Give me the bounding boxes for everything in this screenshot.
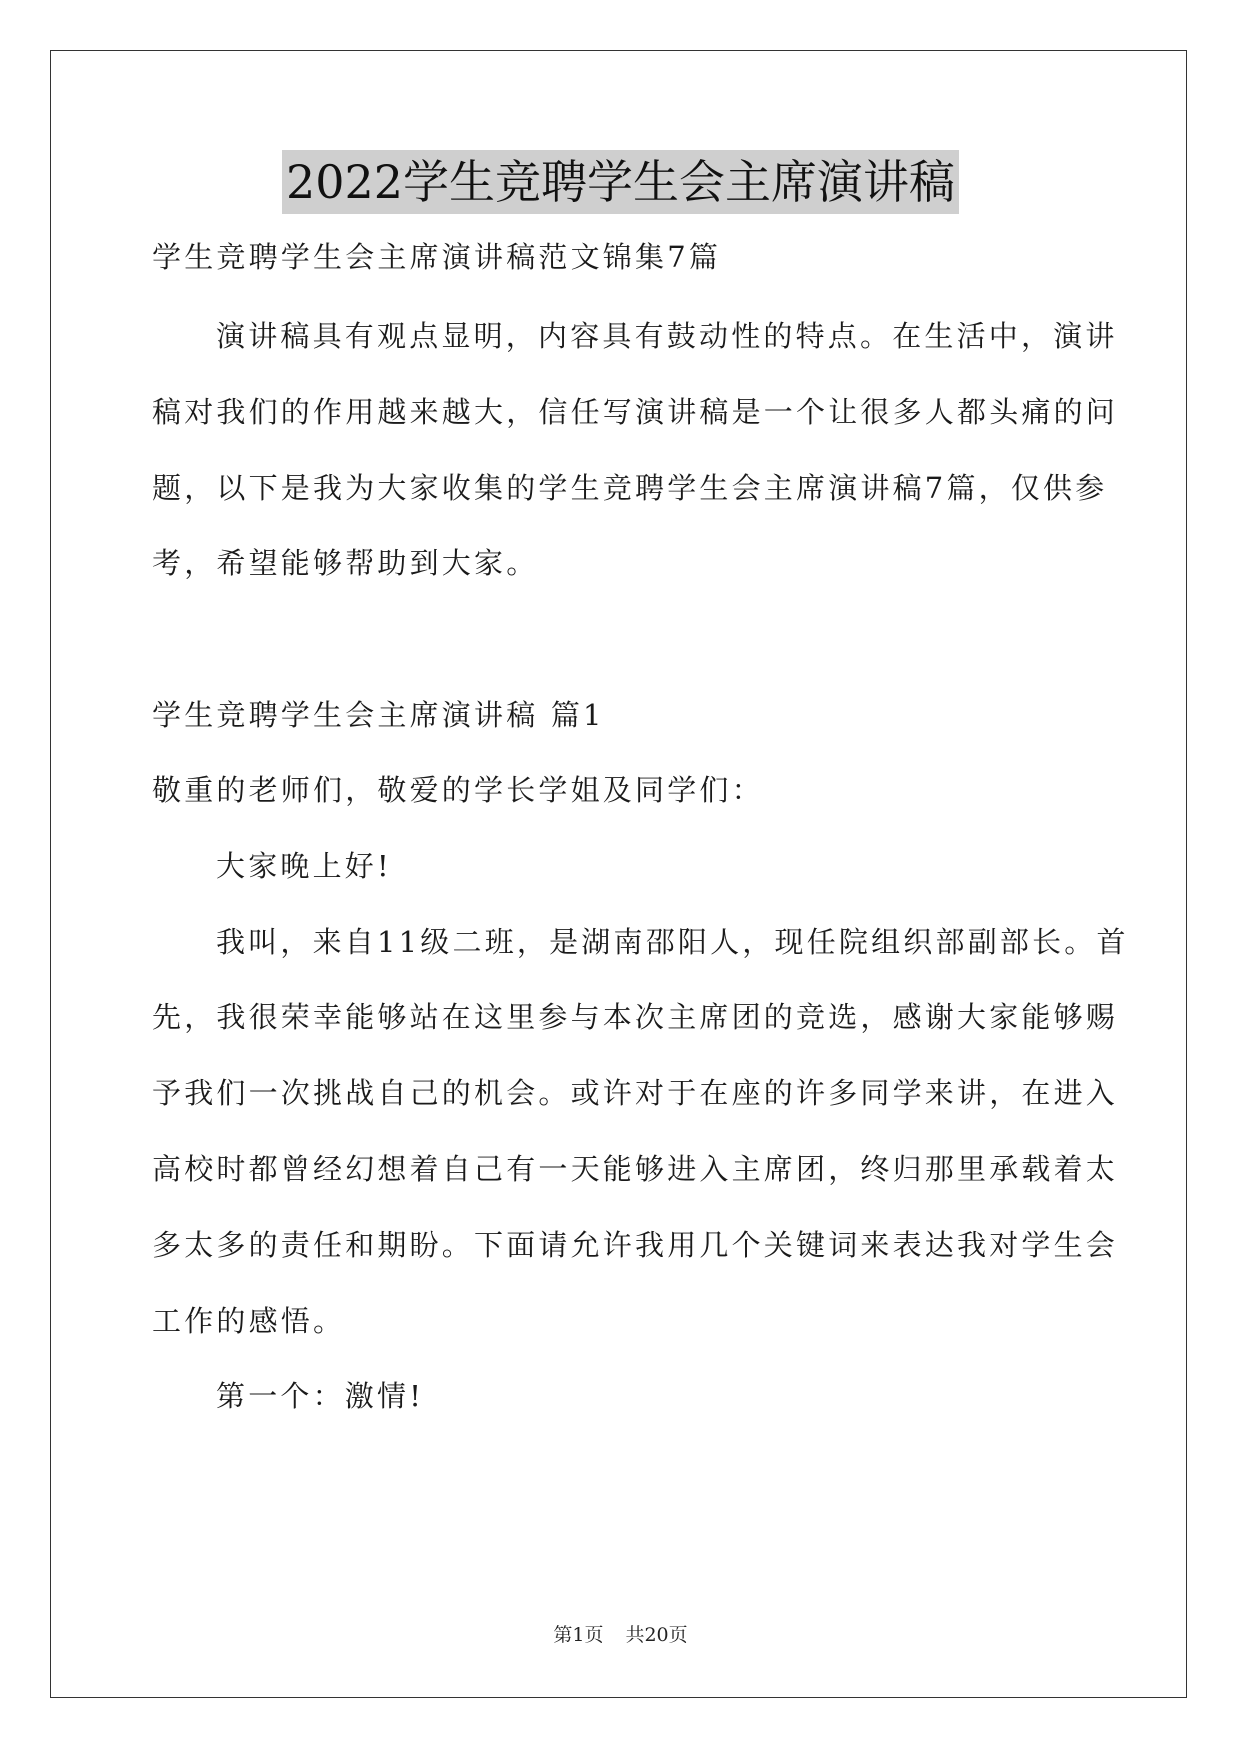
page-footer bbox=[0, 1622, 1241, 1648]
keyword-line: 第一个：激情! bbox=[216, 1379, 425, 1413]
body-line-5: 多太多的责任和期盼。下面请允许我用几个关键词来表达我对学生会 bbox=[152, 1228, 1119, 1262]
intro-line-4: 考，希望能够帮助到大家。 bbox=[152, 546, 539, 580]
title-container bbox=[0, 150, 1241, 214]
page-number: 第1页 bbox=[553, 1624, 604, 1646]
page-total: 共20页 bbox=[625, 1624, 688, 1646]
section-heading: 学生竞聘学生会主席演讲稿 篇1 bbox=[152, 698, 605, 732]
body-line-2: 先，我很荣幸能够站在这里参与本次主席团的竞选，感谢大家能够赐 bbox=[152, 1000, 1119, 1034]
salutation-line: 敬重的老师们，敬爱的学长学姐及同学们： bbox=[152, 773, 764, 807]
body-line-3: 予我们一次挑战自己的机会。或许对于在座的许多同学来讲，在进入 bbox=[152, 1076, 1119, 1110]
intro-line-1: 演讲稿具有观点显明，内容具有鼓动性的特点。在生活中，演讲 bbox=[216, 319, 1118, 353]
body-line-1: 我叫，来自11级二班，是湖南邵阳人，现任院组织部副部长。首 bbox=[216, 925, 1129, 959]
greeting-line: 大家晚上好! bbox=[216, 849, 392, 883]
intro-line-3: 题，以下是我为大家收集的学生竞聘学生会主席演讲稿7篇，仅供参 bbox=[152, 471, 1108, 505]
intro-line-2: 稿对我们的作用越来越大，信任写演讲稿是一个让很多人都头痛的问 bbox=[152, 395, 1119, 429]
body-line-6: 工作的感悟。 bbox=[152, 1304, 346, 1338]
document-title: 2022学生竞聘学生会主席演讲稿 bbox=[282, 150, 959, 214]
subtitle-line: 学生竞聘学生会主席演讲稿范文锦集7篇 bbox=[152, 240, 722, 274]
body-line-4: 高校时都曾经幻想着自己有一天能够进入主席团，终归那里承载着太 bbox=[152, 1152, 1119, 1186]
